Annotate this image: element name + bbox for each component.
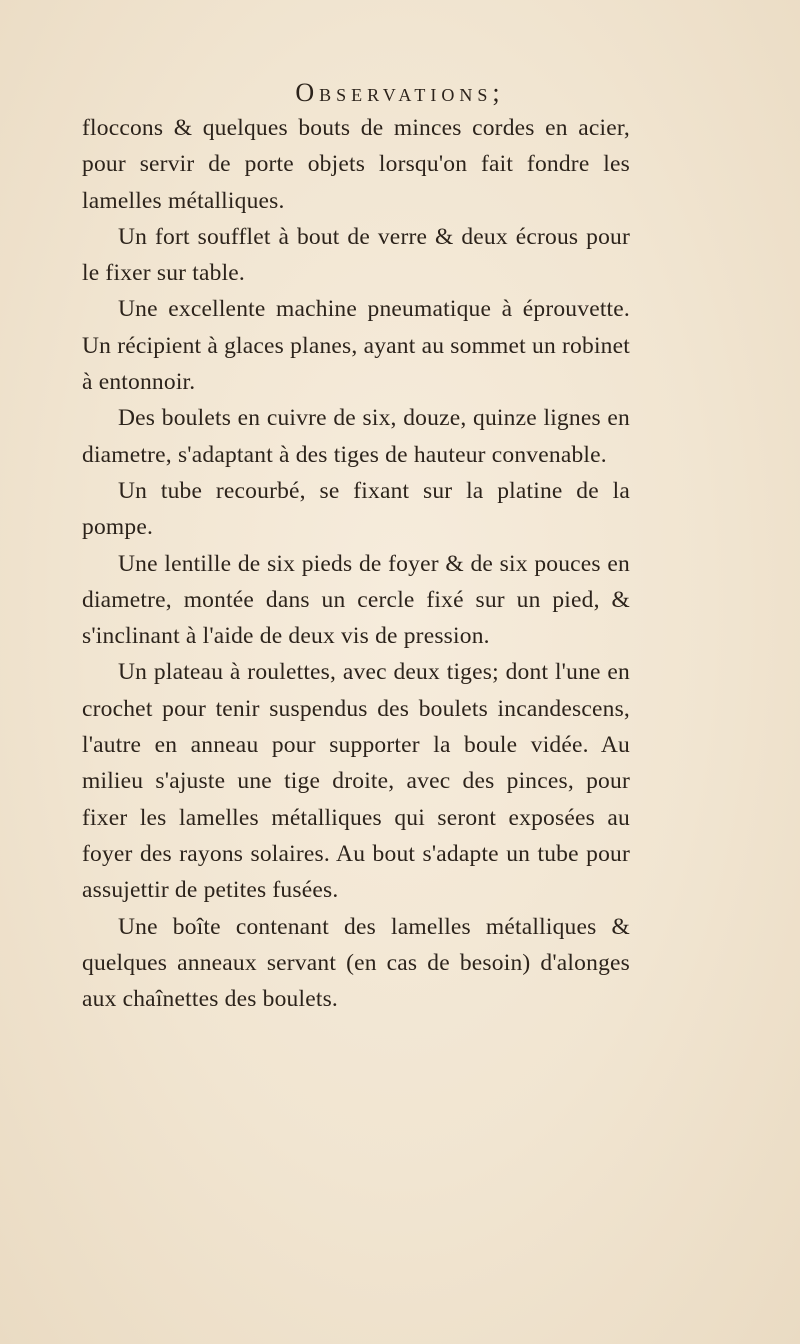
paragraph: Un tube recourbé, se fixant sur la platine de la pompe. — [82, 477, 630, 541]
paragraph: floccons & quelques bouts de minces cordes en acier, pour servir de porte objets lorsqu'on fait fondre les lamelles métalliques. — [82, 115, 630, 214]
paragraph: Un plateau à roulettes, avec deux tiges; dont l'une en crochet pour tenir suspendus des boulets incandescens, l'autre en anneau pour supporter la boule vidée. Au milieu s'ajuste une tige droite, avec des pinces, pour fixer les lamelles métalliques qui seront exposées au foyer des rayons solaires. Au bout s'adapte un tube pour assujettir de petites fusées. — [82, 659, 630, 904]
running-head: Observations; — [295, 78, 505, 107]
body-text — [82, 110, 630, 1017]
paragraph: Une boîte contenant des lamelles métalliques & quelques anneaux servant (en cas de besoin) d'alonges aux chaînettes des boulets. — [82, 913, 630, 1013]
paragraph: Un fort soufflet à bout de verre & deux écrous pour le fixer sur table. — [82, 223, 630, 287]
paragraph: Des boulets en cuivre de six, douze, quinze lignes en diametre, s'adaptant à des tiges de hauteur convenable. — [82, 405, 630, 468]
paragraph: Une excellente machine pneumatique à éprouvette. Un récipient à glaces planes, ayant au sommet un robinet à entonnoir. — [82, 296, 630, 396]
paragraph: Une lentille de six pieds de foyer & de six pouces en diametre, montée dans un cercle fixé sur un pied, & s'inclinant à l'aide de deux vis de pression. — [82, 550, 630, 650]
